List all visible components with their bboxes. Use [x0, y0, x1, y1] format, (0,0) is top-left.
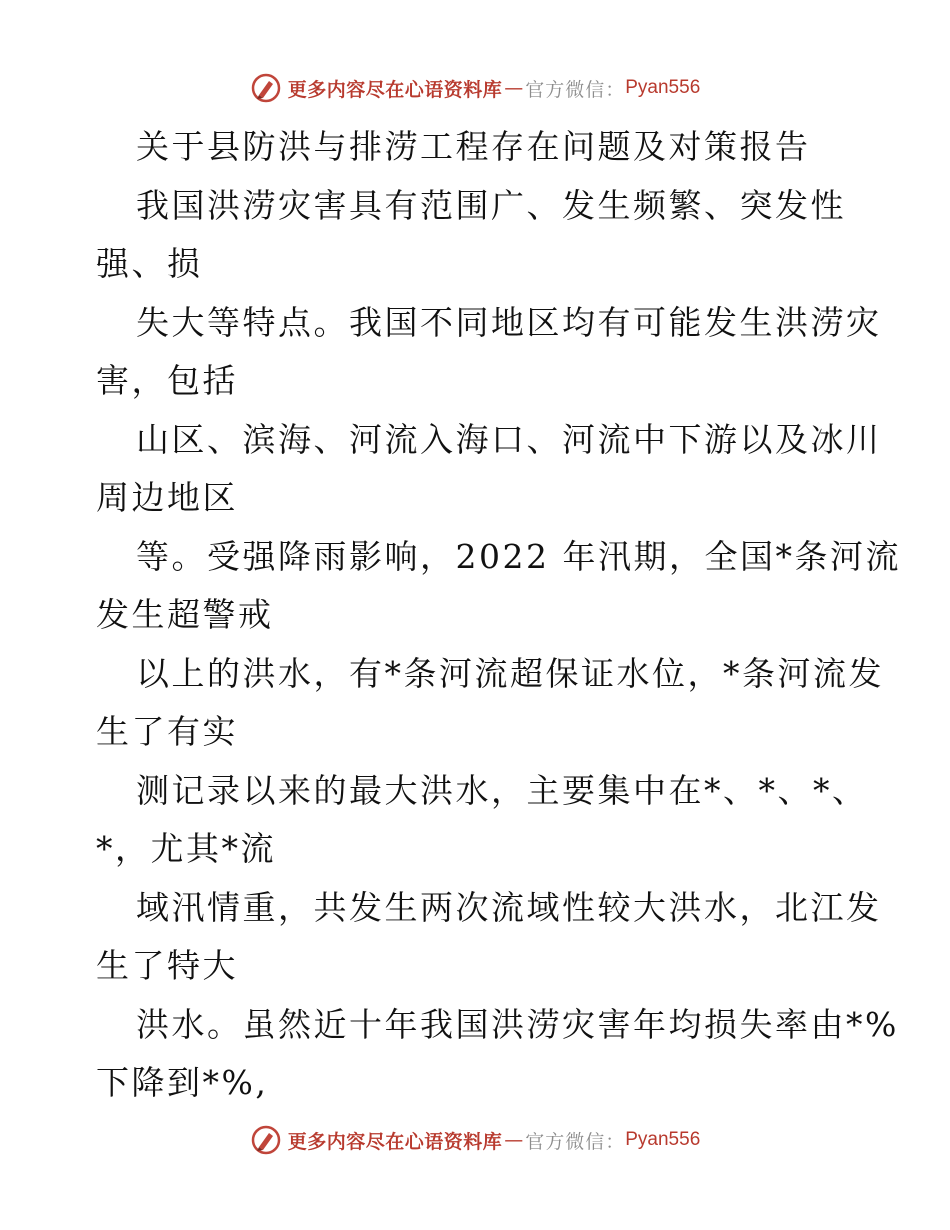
pen-logo-icon: [250, 72, 282, 104]
text-line: 我国洪涝灾害具有范围广、发生频繁、突发性: [136, 185, 846, 225]
text-line: 以上的洪水，有*条河流超保证水位，*条河流发: [136, 653, 884, 693]
document-title: 关于县防洪与排涝工程存在问题及对策报告: [136, 127, 811, 166]
text-line: *，尤其*流: [96, 829, 276, 868]
watermark-label: 官方微信：: [525, 78, 626, 101]
text-line: 强、损: [96, 244, 203, 283]
watermark-label: 官方微信：: [525, 1130, 626, 1153]
watermark-account: Pyan556: [625, 77, 701, 98]
watermark-brand: 更多内容尽在心语资料库: [287, 1130, 503, 1153]
text-line: 等。受强降雨影响，2022 年汛期，全国*条河流: [136, 536, 901, 576]
watermark-dash: —: [504, 1129, 524, 1151]
text-line: 生了有实: [96, 712, 238, 751]
pen-logo-icon: [250, 1124, 282, 1156]
text-line: 测记录以来的最大洪水，主要集中在*、*、*、: [136, 770, 868, 810]
page-footer-watermark: [0, 1124, 950, 1156]
text-line: 域汛情重，共发生两次流域性较大洪水，北江发: [136, 887, 882, 927]
text-line: 生了特大: [96, 946, 238, 985]
watermark-account: Pyan556: [625, 1129, 701, 1150]
text-line: 洪水。虽然近十年我国洪涝灾害年均损失率由*%: [136, 1004, 899, 1044]
watermark-dash: —: [504, 77, 524, 99]
document-body: [96, 118, 901, 1113]
text-line: 害，包括: [96, 361, 238, 400]
text-line: 发生超警戒: [96, 595, 274, 634]
text-line: 失大等特点。我国不同地区均有可能发生洪涝灾: [136, 302, 882, 342]
text-line: 下降到*%,: [96, 1063, 269, 1102]
text-line: 山区、滨海、河流入海口、河流中下游以及冰川: [136, 419, 882, 459]
text-line: 周边地区: [96, 478, 238, 517]
watermark-brand: 更多内容尽在心语资料库: [287, 78, 503, 101]
page-header-watermark: [0, 72, 950, 104]
